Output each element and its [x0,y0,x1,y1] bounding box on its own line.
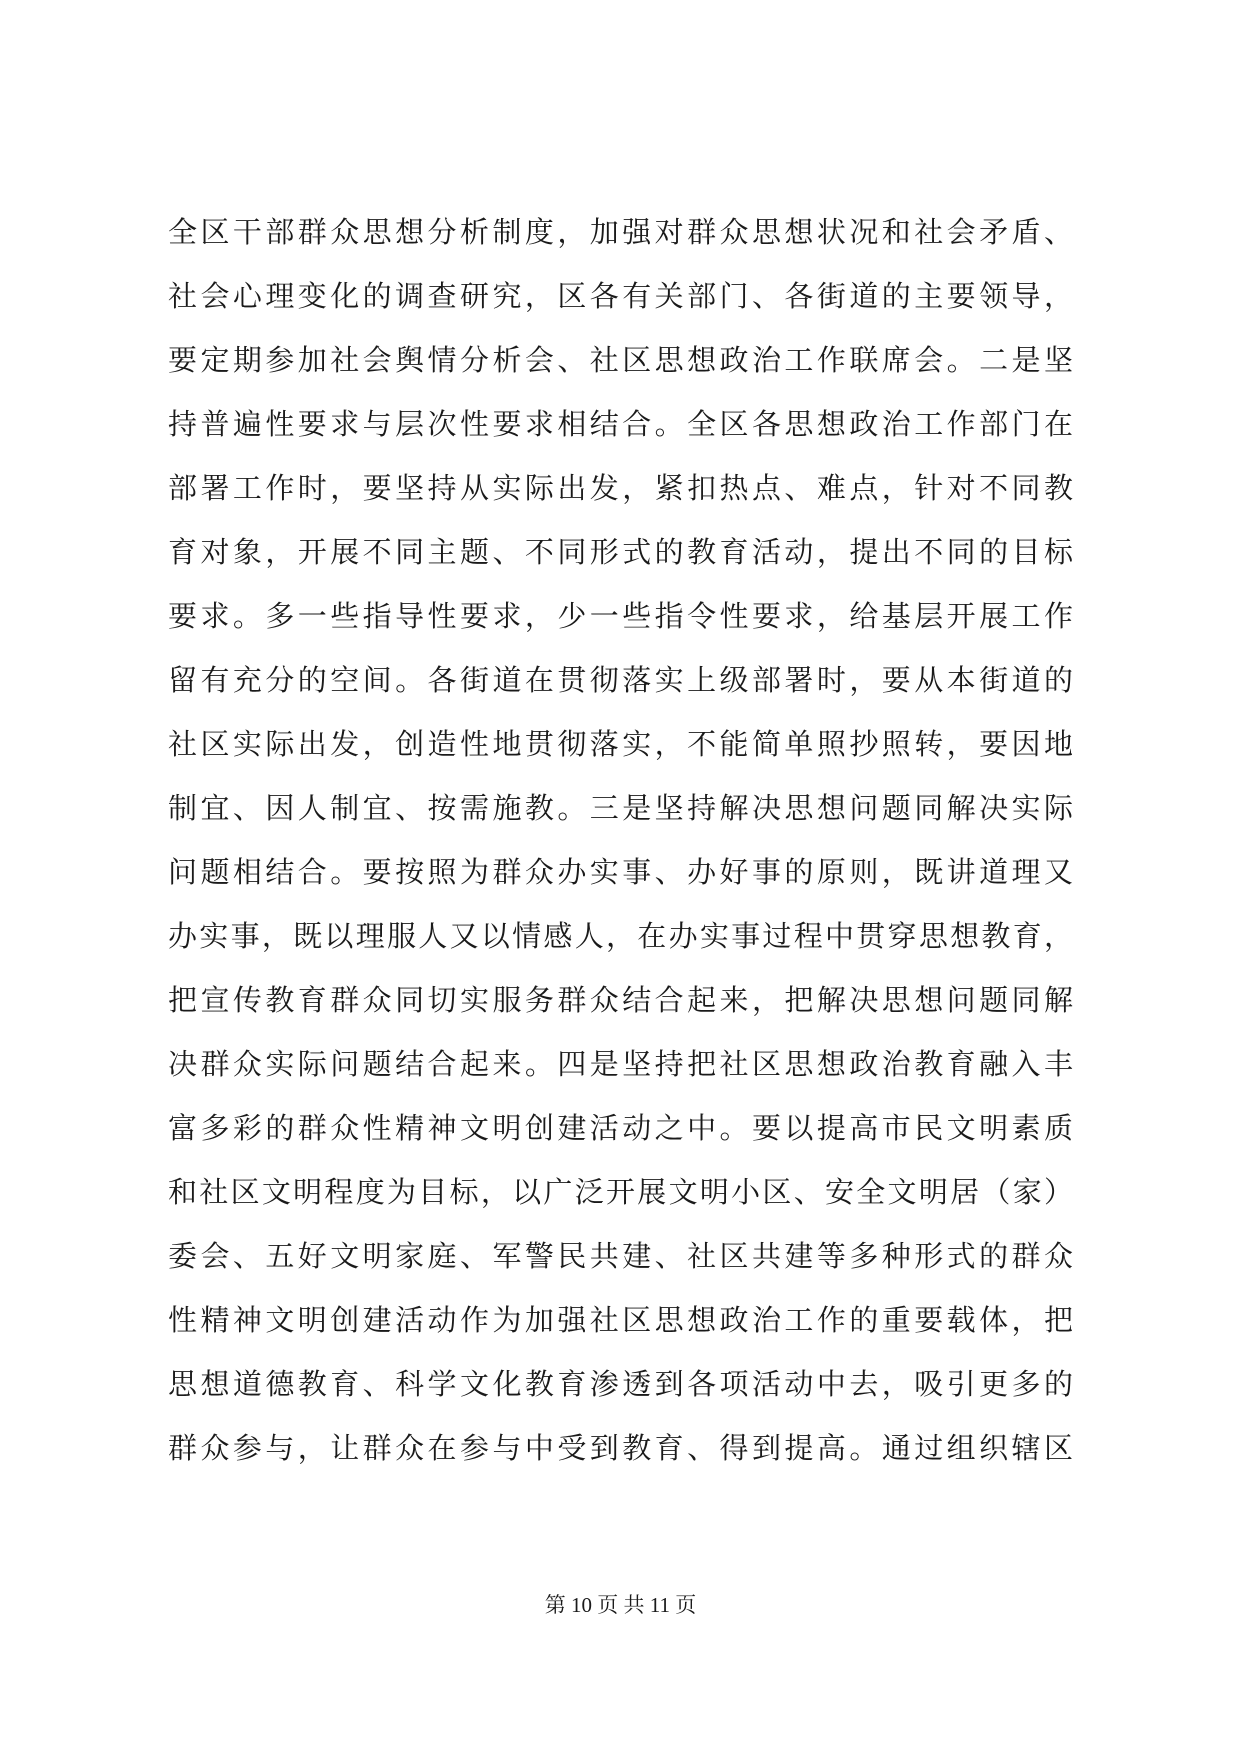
text-line: 问题相结合。要按照为群众办实事、办好事的原则，既讲道理又 [168,855,1073,889]
text-line: 办实事，既以理服人又以情感人，在办实事过程中贯穿思想教育， [168,919,1073,953]
text-line: 社区实际出发，创造性地贯彻落实，不能简单照抄照转，要因地 [168,727,1073,761]
text-line: 要定期参加社会舆情分析会、社区思想政治工作联席会。二是坚 [168,343,1073,377]
text-line: 持普遍性要求与层次性要求相结合。全区各思想政治工作部门在 [168,407,1073,441]
page-number-footer: 第 10 页 共 11 页 [544,1593,697,1617]
text-line: 制宜、因人制宜、按需施教。三是坚持解决思想问题同解决实际 [168,791,1073,825]
text-line: 委会、五好文明家庭、军警民共建、社区共建等多种形式的群众 [168,1239,1073,1273]
text-line: 全区干部群众思想分析制度，加强对群众思想状况和社会矛盾、 [168,215,1073,249]
text-line: 留有充分的空间。各街道在贯彻落实上级部署时，要从本街道的 [168,663,1073,697]
text-line: 育对象，开展不同主题、不同形式的教育活动，提出不同的目标 [168,535,1073,569]
text-line: 性精神文明创建活动作为加强社区思想政治工作的重要载体，把 [168,1303,1073,1337]
text-line: 和社区文明程度为目标，以广泛开展文明小区、安全文明居（家） [168,1175,1073,1209]
text-line: 决群众实际问题结合起来。四是坚持把社区思想政治教育融入丰 [168,1047,1073,1081]
text-line: 部署工作时，要坚持从实际出发，紧扣热点、难点，针对不同教 [168,471,1073,505]
text-line: 要求。多一些指导性要求，少一些指令性要求，给基层开展工作 [168,599,1073,633]
text-line: 思想道德教育、科学文化教育渗透到各项活动中去，吸引更多的 [168,1367,1073,1401]
text-line: 把宣传教育群众同切实服务群众结合起来，把解决思想问题同解 [168,983,1073,1017]
text-line: 社会心理变化的调查研究，区各有关部门、各街道的主要领导， [168,279,1073,313]
body-text [168,200,1073,1480]
text-line: 富多彩的群众性精神文明创建活动之中。要以提高市民文明素质 [168,1111,1073,1145]
text-line: 群众参与，让群众在参与中受到教育、得到提高。通过组织辖区 [168,1431,1073,1465]
